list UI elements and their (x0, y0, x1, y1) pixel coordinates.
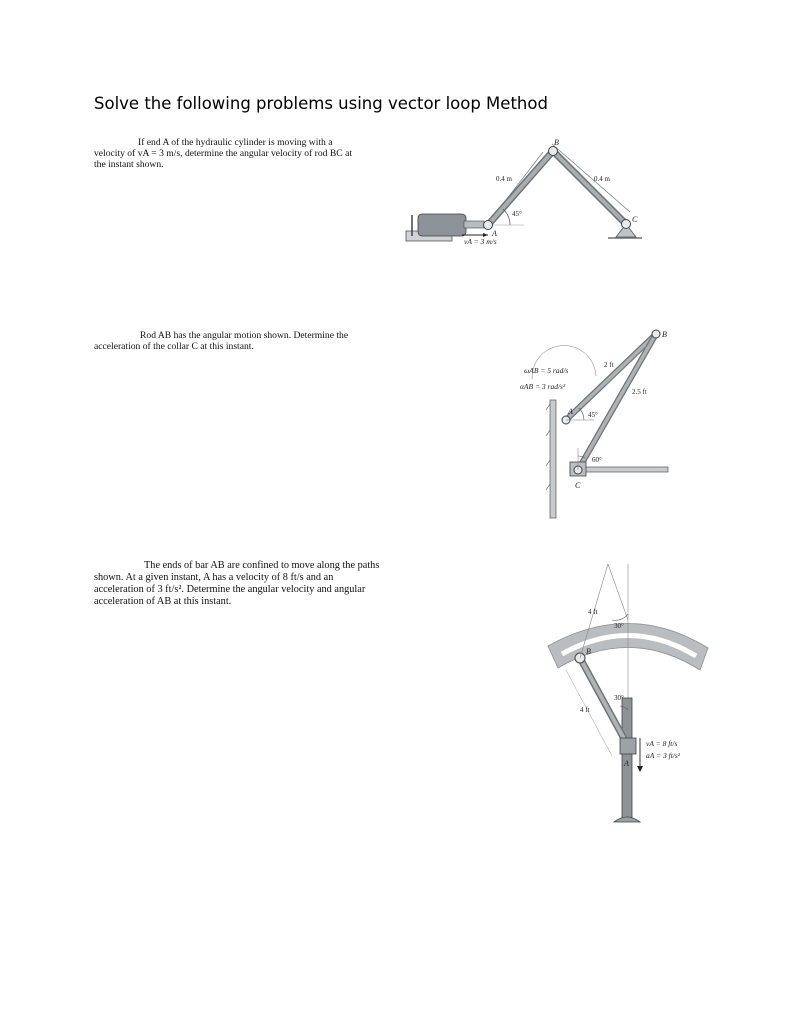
label-a: A (492, 229, 497, 238)
problem-3-text: The ends of bar AB are confined to move along the paths shown. At a given instant, A has a velocity of 8 ft/s and an acceleration of 3 ft/s². Determine the angular velocity and angular acceleration of AB at this instant. (94, 560, 380, 607)
velocity-label: vA = 8 ft/s (646, 739, 678, 748)
angle-45: 45° (588, 411, 598, 419)
label-a: A (568, 407, 573, 416)
length-top: 4 ft (588, 608, 598, 616)
alpha-label: αAB = 3 rad/s² (520, 382, 566, 391)
angle-45: 45° (512, 210, 522, 218)
length-ab: 2 ft (604, 361, 614, 369)
label-a: A (624, 759, 629, 768)
label-b: B (586, 647, 591, 656)
problem-2-figure (504, 324, 684, 522)
label-c: C (632, 215, 638, 224)
problem-3-figure (540, 560, 740, 828)
omega-label: ωAB = 5 rad/s (524, 366, 569, 375)
angle-bar: 30° (614, 694, 624, 702)
label-b: B (554, 138, 559, 147)
velocity-label: vA = 3 m/s (464, 237, 497, 246)
acceleration-label: aA = 3 ft/s² (646, 751, 681, 760)
problem-1-text: If end A of the hydraulic cylinder is moving with a velocity of vA = 3 m/s, determine the angular velocity of rod BC at the instant shown. (94, 137, 352, 170)
problem-2-text: Rod AB has the angular motion shown. Determine the acceleration of the collar C at this instant. (94, 330, 349, 352)
problem-1-figure (404, 136, 644, 264)
page-title: Solve the following problems using vector loop Method (94, 94, 548, 113)
length-ab: 0.4 m (496, 175, 512, 183)
angle-60: 60° (592, 456, 602, 464)
angle-top: 30° (614, 622, 624, 630)
length-bc: 0.4 m (594, 175, 610, 183)
length-bc: 2.5 ft (632, 388, 647, 396)
label-c: C (575, 481, 581, 490)
length-bar: 4 ft (580, 706, 590, 714)
label-b: B (662, 330, 667, 339)
